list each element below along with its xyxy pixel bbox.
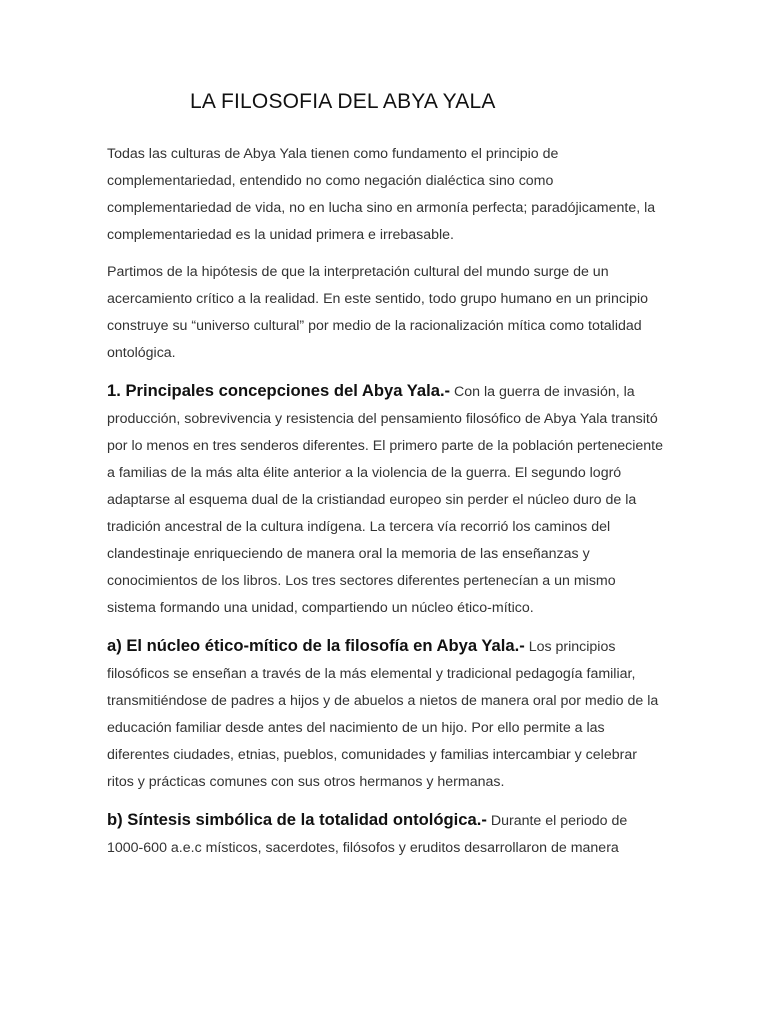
section-text: Durante el periodo de 1000-600 a.e.c místicos, sacerdotes, filósofos y eruditos desarrollaron de manera	[107, 813, 628, 856]
paragraph-intro: Todas las culturas de Abya Yala tienen como fundamento el principio de complementariedad, entendido no como negación dialéctica sino como complementariedad de vida, no en lucha sino en armonía perfecta; paradójicamente, la complementariedad es la unidad primera e irrebasable.	[107, 146, 656, 243]
section-heading: a) El núcleo ético-mítico de la filosofía en Abya Yala.-	[107, 636, 525, 655]
document-body	[107, 141, 663, 872]
section-principales-concepciones	[107, 377, 663, 622]
section-sintesis-simbolica	[107, 806, 663, 862]
section-heading: b) Síntesis simbólica de la totalidad ontológica.-	[107, 810, 487, 829]
section-text: Los principios filosóficos se enseñan a través de la más elemental y tradicional pedagogía familiar, transmitiéndose de padres a hijos y de abuelos a nietos de manera oral por medio de la educación familiar desde antes del nacimiento de un hijo. Por ello permite a las diferentes ciudades, etnias, pueblos, comunidades y familias intercambiar y celebrar ritos y prácticas comunes con sus otros hermanos y hermanas.	[107, 639, 659, 790]
paragraph-hypothesis: Partimos de la hipótesis de que la interpretación cultural del mundo surge de un acercamiento crítico a la realidad. En este sentido, todo grupo humano en un principio construye su “universo cultural” por medio de la racionalización mítica como totalidad ontológica.	[107, 264, 649, 361]
section-heading: 1. Principales concepciones del Abya Yala.-	[107, 381, 451, 400]
section-text: Con la guerra de invasión, la producción, sobrevivencia y resistencia del pensamiento filosófico de Abya Yala transitó por lo menos en tres senderos diferentes. El primero parte de la población perteneciente a familias de la más alta élite anterior a la violencia de la guerra. El segundo logró adaptarse al esquema dual de la cristiandad europeo sin perder el núcleo duro de la tradición ancestral de la cultura indígena. La tercera vía recorrió los caminos del clandestinaje enriqueciendo de manera oral la memoria de las enseñanzas y conocimientos de los libros. Los tres sectores diferentes pertenecían a un mismo sistema formando una unidad, compartiendo un núcleo ético-mítico.	[107, 384, 664, 616]
section-nucleo-etico-mitico	[107, 632, 663, 796]
page-title: LA FILOSOFIA DEL ABYA YALA	[190, 90, 496, 113]
